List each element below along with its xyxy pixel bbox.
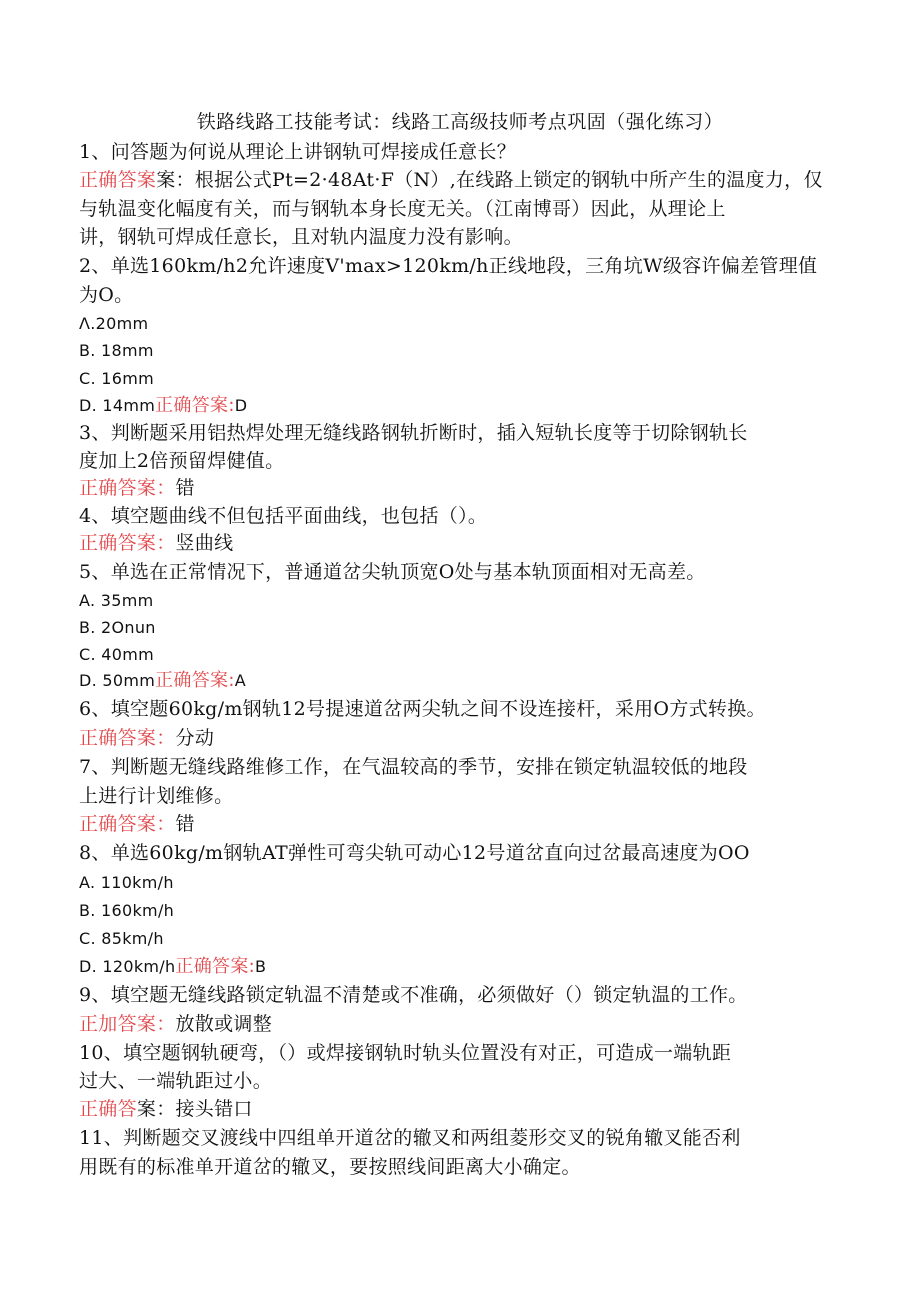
answer-label: 正确答案： bbox=[79, 813, 176, 835]
question-11-line-2: 用既有的标准单开道岔的辙叉，要按照线间距离大小确定。 bbox=[79, 1156, 581, 1178]
option-5d: D. 50mm bbox=[79, 671, 156, 690]
answer-4 bbox=[79, 529, 839, 557]
answer-6 bbox=[79, 724, 839, 752]
answer-label: 正确答案: bbox=[155, 395, 235, 416]
question-8: 8、单选60kg/m钢轨AT弹性可弯尖轨可动心12号道岔直向过岔最高速度为OO bbox=[79, 842, 750, 864]
question-2: 2、单选160km/h2允许速度V'max>120km/h正线地段，三角坑W级容许偏差管理值 bbox=[79, 255, 818, 277]
option-5c: C. 40mm bbox=[79, 645, 154, 664]
answer-value: A bbox=[234, 671, 246, 690]
question-10-line-2: 过大、一端轨距过小。 bbox=[79, 1070, 273, 1092]
page-title: 铁路线路工技能考试：线路工高级技师考点巩固（强化练习） bbox=[196, 111, 724, 133]
option-5b: B. 2Onun bbox=[79, 618, 156, 637]
question-2-line-2: 为O。 bbox=[79, 284, 134, 306]
answer-value: 错 bbox=[175, 813, 195, 835]
answer-10 bbox=[79, 1095, 839, 1123]
answer-label: 正确答案: bbox=[155, 670, 235, 691]
answer-label: 正确答案： bbox=[79, 727, 176, 749]
question-7-line-2: 上进行计划维修。 bbox=[79, 785, 234, 807]
option-2d-with-answer bbox=[79, 392, 839, 420]
option-8d-with-answer bbox=[79, 953, 839, 981]
question-4: 4、填空题曲线不但包括平面曲线，也包括（）。 bbox=[79, 505, 488, 527]
answer-value: B bbox=[255, 957, 267, 976]
answer-label: 正确答案: bbox=[175, 956, 255, 977]
answer-value: 竖曲线 bbox=[175, 532, 234, 554]
option-2a: Λ.20mm bbox=[79, 314, 149, 333]
question-7: 7、判断题无缝线路维修工作，在气温较高的季节，安排在锁定轨温较低的地段 bbox=[79, 756, 748, 778]
option-8c: C. 85km/h bbox=[79, 929, 164, 948]
answer-value: 分动 bbox=[175, 727, 215, 749]
option-5d-with-answer bbox=[79, 667, 839, 695]
answer-1-line-3: 讲，钢轨可焊成任意长，且对轨内温度力没有影响。 bbox=[79, 226, 523, 248]
option-5a: A. 35mm bbox=[79, 591, 154, 610]
answer-text: 案：根据公式Pt=2·48At·F（N）,在线路上锁定的钢轨中所产生的温度力，仅 bbox=[156, 169, 823, 191]
option-8d: D. 120km/h bbox=[79, 957, 176, 976]
answer-7 bbox=[79, 810, 839, 838]
question-3: 3、判断题采用铝热焊处理无缝线路钢轨折断时，插入短轨长度等于切除钢轨长 bbox=[79, 422, 748, 444]
answer-label: 正确答案： bbox=[79, 477, 176, 499]
option-2b: B. 18mm bbox=[79, 341, 154, 360]
answer-1-line-2: 与轨温变化幅度有关，而与钢轨本身长度无关。（江南博哥）因此，从理论上 bbox=[79, 198, 726, 220]
answer-3 bbox=[79, 474, 839, 502]
option-8b: B. 160km/h bbox=[79, 901, 175, 920]
option-2d: D. 14mm bbox=[79, 396, 156, 415]
question-9: 9、填空题无缝线路锁定轨温不清楚或不准确，必须做好（）锁定轨温的工作。 bbox=[79, 984, 748, 1006]
question-10: 10、填空题钢轨硬弯，（）或焊接钢轨时轨头位置没有对正，可造成一端轨距 bbox=[79, 1042, 732, 1064]
answer-label: 正确答 bbox=[79, 1098, 137, 1120]
answer-label: 正确答案 bbox=[79, 169, 157, 191]
answer-9 bbox=[79, 1010, 839, 1038]
answer-1 bbox=[79, 166, 839, 194]
answer-label: 正确答案： bbox=[79, 532, 176, 554]
answer-value: 案：接头错口 bbox=[136, 1098, 253, 1120]
answer-value: D bbox=[234, 396, 248, 415]
question-6: 6、填空题60kg/m钢轨12号提速道岔两尖轨之间不设连接杆，采用O方式转换。 bbox=[79, 698, 766, 720]
option-2c: C. 16mm bbox=[79, 369, 154, 388]
answer-value: 放散或调整 bbox=[175, 1013, 273, 1035]
question-5: 5、单选在正常情况下，普通道岔尖轨顶宽O处与基本轨顶面相对无高差。 bbox=[79, 561, 706, 583]
option-8a: A. 110km/h bbox=[79, 873, 174, 892]
answer-label: 正加答案： bbox=[79, 1013, 176, 1035]
question-3-line-2: 度加上2倍预留焊健值。 bbox=[79, 450, 285, 472]
question-1: 1、问答题为何说从理论上讲钢轨可焊接成任意长？ bbox=[79, 141, 516, 163]
question-11: 11、判断题交叉渡线中四组单开道岔的辙叉和两组菱形交叉的锐角辙叉能否利 bbox=[79, 1127, 741, 1149]
answer-value: 错 bbox=[175, 477, 195, 499]
